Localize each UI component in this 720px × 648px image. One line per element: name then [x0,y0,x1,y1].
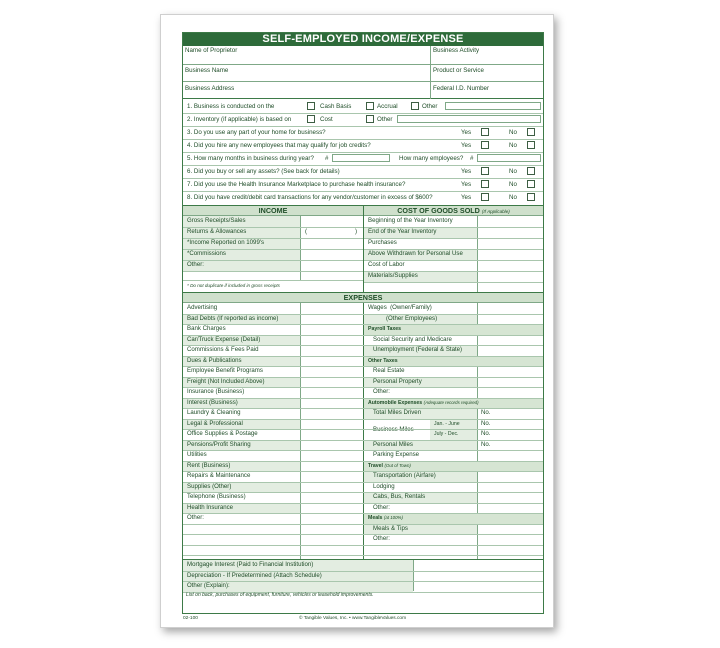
income-row-gross: Gross Receipts/Sales [183,216,300,227]
product-service-label: Product or Service [433,67,484,74]
q3-text: 3. Do you use any part of your home for business? [187,129,326,136]
q1-other-field[interactable] [445,102,541,110]
personal-miles-row: Personal Miles [364,440,477,451]
payroll-taxes-header: Payroll Taxes [364,324,543,335]
meals-other-row: Other: [373,535,390,542]
expense-row: Office Supplies & Postage [187,430,258,437]
income-header: INCOME [183,206,363,216]
auto-note: (Adequate records required) [423,399,479,405]
accrual-checkbox[interactable] [366,102,374,110]
jan-june-no: No. [481,419,491,427]
expenses-header: EXPENSES [183,293,543,303]
q7-no-checkbox[interactable] [527,180,535,188]
copyright: © Tangible Values, Inc. • www.TangibleValues.com [299,616,407,621]
expense-row: Advertising [187,304,218,311]
q8-text: 8. Did you have credit/debit card transactions for any vendor/customer in excess of $600? [187,194,433,201]
q7-yes-label: Yes [461,181,472,188]
income-row-1099: *Income Reported on 1099's [183,238,300,249]
lodging-row: Lodging [373,482,395,490]
income-row-commissions: *Commissions [183,249,300,260]
q2-text: 2. Inventory (if applicable) is based on [187,116,292,123]
q8-yes-checkbox[interactable] [481,193,489,201]
expense-row: Health Insurance [183,503,300,514]
form-title: SELF-EMPLOYED INCOME/EXPENSE [183,33,543,46]
unemployment-row: Unemployment (Federal & State) [364,345,477,356]
other-employees-row: (Other Employees) [364,314,477,325]
travel-other-row: Other: [373,503,390,511]
cogs-header [364,206,543,216]
expense-row: Telephone (Business) [187,493,246,500]
cash-basis-checkbox[interactable] [307,102,315,110]
depreciation-row: Depreciation - If Predetermined (Attach Schedule) [183,571,413,582]
q8-no-checkbox[interactable] [527,193,535,201]
expense-row: Supplies (Other) [183,482,300,493]
q3-yes-checkbox[interactable] [481,128,489,136]
expense-row: Bad Debts (If reported as income) [183,314,300,325]
paren-open: ( [305,228,308,235]
parking-row: Parking Expense [373,451,420,458]
airfare-row: Transportation (Airfare) [364,471,477,482]
mortgage-row: Mortgage Interest (Paid to Financial Institution) [183,560,413,571]
q4-yes-label: Yes [461,142,472,149]
income-cogs-section [183,206,543,293]
total-miles-row: Total Miles Driven [364,408,477,419]
travel-note: (Out of Town) [384,462,411,468]
q1-other-checkbox[interactable] [411,102,419,110]
q4-text: 4. Did you hire any new employees that may qualify for job credits? [187,142,371,149]
form-body [182,32,544,614]
q3-yes-label: Yes [461,129,472,136]
q6-text: 6. Did you buy or sell any assets? (See back for details) [187,168,340,175]
q5b-text: How many employees? [399,155,464,162]
meals-label: Meals [368,515,383,521]
q8-yes-label: Yes [461,194,472,201]
federal-id-label: Federal I.D. Number [433,85,490,92]
bottom-section [183,560,543,600]
q7-no-label: No [509,181,517,188]
cogs-row-withdrawn: Above Withdrawn for Personal Use [364,249,477,260]
q2-other-label: Other [377,116,393,123]
bottom-note: List on back, purchases of equipment, furniture, vehicles or leasehold improvements. [186,592,374,598]
expense-row: Repairs & Maintenance [187,472,251,479]
meals-note: (at 100%) [383,515,403,520]
q6-yes-checkbox[interactable] [481,167,489,175]
business-name-label: Business Name [185,67,229,74]
july-dec-label: July - Dec. [430,429,477,440]
travel-header [364,461,543,472]
form-sheet [160,14,554,628]
business-activity-label: Business Activity [433,47,480,54]
expense-row: Laundry & Cleaning [187,409,241,416]
wages-note: (Owner/Family) [390,304,432,311]
proprietor-label: Name of Proprietor [185,47,238,54]
header-row-2 [183,65,543,82]
income-row-other: Other: [183,260,300,271]
paren-close: ) [355,228,358,235]
income-note: * Do not duplicate if included in gross receipts [187,283,280,288]
months-field[interactable] [332,154,390,162]
cabs-row: Cabs, Bus, Rentals [364,492,477,503]
q5-hash: # [325,155,329,162]
questions-section [183,99,543,206]
expenses-section [183,293,543,560]
q8-no-label: No [509,194,517,201]
expense-row: Car/Truck Expense (Detail) [183,335,300,346]
cash-basis-label: Cash Basis [320,103,352,110]
header-row-1 [183,46,543,65]
other-taxes-header: Other Taxes [364,356,543,367]
cogs-row-begin: Beginning of the Year Inventory [368,217,453,224]
q3-no-label: No [509,129,517,136]
expense-row: Pensions/Profit Sharing [183,440,300,451]
q1-other-label: Other [422,103,438,110]
header-row-3 [183,82,543,99]
personal-miles-no: No. [481,440,491,448]
cogs-note: (If Applicable) [481,209,510,214]
other-explain-row: Other (Explain): [183,581,413,592]
expense-row: Dues & Publications [183,356,300,367]
meals-tips-row: Meals & Tips [364,524,477,535]
q6-no-label: No [509,168,517,175]
q6-no-checkbox[interactable] [527,167,535,175]
q4-no-label: No [509,142,517,149]
expense-row: Interest (Business) [183,398,300,409]
q5-text: 5. How many months in business during year? [187,155,314,162]
cogs-title: COST OF GOODS SOLD [397,206,480,215]
form-number: 02-100 [183,616,198,621]
accrual-label: Accrual [377,103,398,110]
expense-row: Other: [187,514,204,521]
cost-checkbox[interactable] [307,115,315,123]
cogs-row-purchases: Purchases [368,239,397,246]
auto-label: Automobile Expenses [368,399,423,406]
q1-text: 1. Business is conducted on the [187,103,275,110]
expense-row: Employee Benefit Programs [187,367,263,374]
expense-row: Commissions & Fees Paid [187,346,259,353]
q6-yes-label: Yes [461,168,472,175]
q3-no-checkbox[interactable] [527,128,535,136]
q2-other-checkbox[interactable] [366,115,374,123]
business-address-label: Business Address [185,85,235,92]
expense-row: Bank Charges [187,325,226,332]
q7-text: 7. Did you use the Health Insurance Marketplace to purchase health insurance? [187,181,406,188]
total-miles-no: No. [481,409,491,416]
q4-no-checkbox[interactable] [527,141,535,149]
cogs-row-labor: Cost of Labor [368,261,405,268]
real-estate-row: Real Estate [373,367,405,374]
auto-expenses-header [364,398,543,409]
travel-label: Travel [368,462,383,469]
cogs-row-materials: Materials/Supplies [364,271,477,282]
cost-label: Cost [320,116,333,123]
expense-row: Legal & Professional [183,419,300,430]
cogs-row-end: End of the Year Inventory [364,227,477,238]
q7-yes-checkbox[interactable] [481,180,489,188]
expense-row: Insurance (Business) [187,388,245,395]
expense-row: Rent (Business) [183,461,300,472]
employees-field[interactable] [477,154,541,162]
social-security-row: Social Security and Medicare [373,335,452,343]
income-row-returns: Returns & Allowances [183,227,300,238]
meals-header [364,513,543,524]
header-fields [183,46,543,99]
q5b-hash: # [470,155,474,162]
wages-row [364,303,477,314]
q2-other-field[interactable] [397,115,541,123]
personal-property-row: Personal Property [364,377,477,388]
expense-row: Freight (Not Included Above) [183,377,300,388]
expense-row: Utilities [187,451,207,458]
jan-june-label: Jan. - June [430,419,477,430]
q4-yes-checkbox[interactable] [481,141,489,149]
july-dec-no: No. [481,430,491,437]
wages-label: Wages [368,304,387,311]
other-tax-row: Other: [373,388,390,395]
